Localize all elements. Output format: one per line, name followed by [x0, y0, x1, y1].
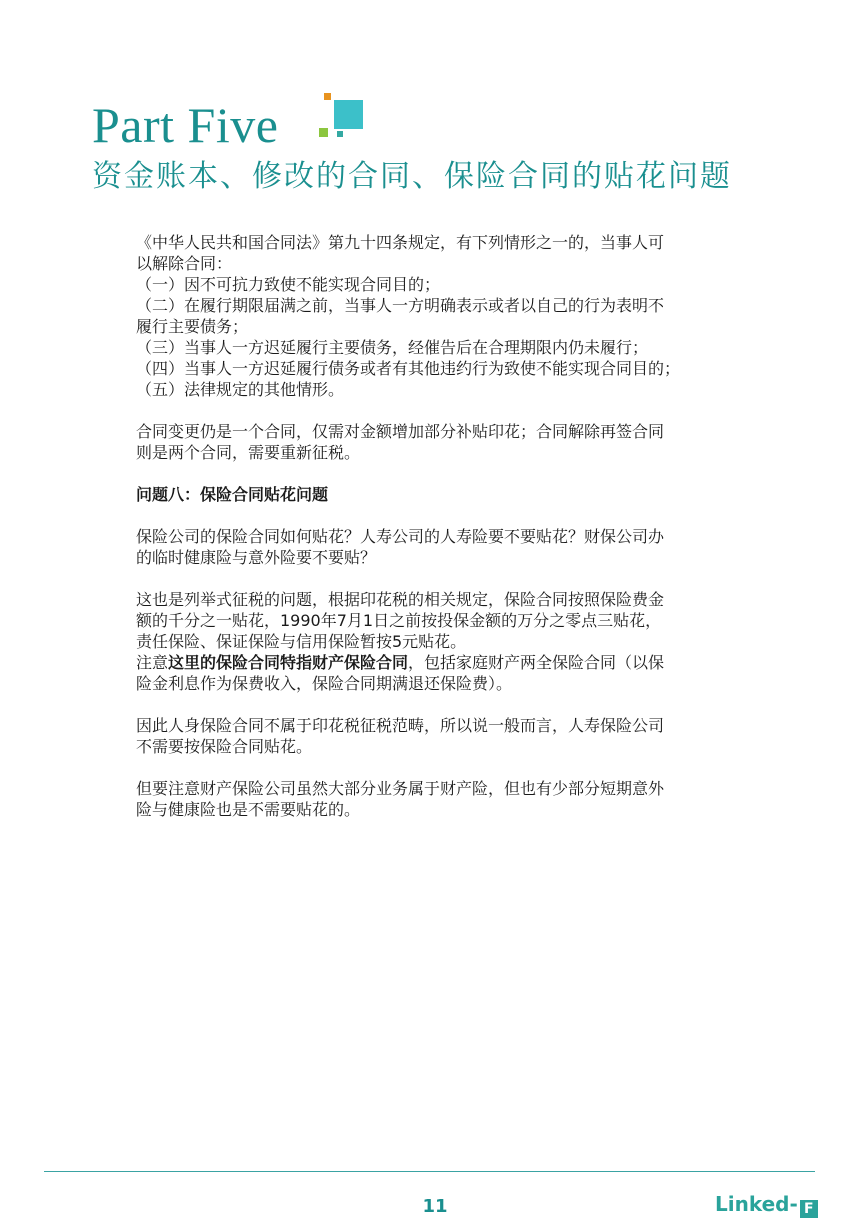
text-line: 险与健康险也是不需要贴花的。	[136, 800, 361, 819]
note-emphasis: 这里的保险合同特指财产保险合同	[168, 653, 409, 672]
answer-paragraph	[136, 589, 726, 694]
page-number: 11	[422, 1196, 448, 1217]
text-line: 责任保险、保证保险与信用保险暂按5元贴花。	[136, 632, 467, 651]
text-line: 的临时健康险与意外险要不要贴？	[136, 548, 377, 567]
list-item: （二）在履行期限届满之前，当事人一方明确表示或者以自己的行为表明不	[136, 296, 665, 315]
decorative-square-green-small	[337, 131, 343, 137]
document-body	[136, 232, 726, 841]
intro-paragraph	[136, 232, 726, 400]
question-heading: 问题八：保险合同贴花问题	[136, 485, 329, 504]
question-paragraph	[136, 526, 726, 568]
section-subtitle: 资金账本、修改的合同、保险合同的贴花问题	[92, 159, 732, 194]
list-item: （三）当事人一方迟延履行主要债务，经催告后在合理期限内仍未履行；	[136, 338, 649, 357]
note-prefix: 注意	[136, 653, 169, 672]
list-item-continuation: 履行主要债务；	[136, 317, 249, 336]
text-line: 这也是列举式征税的问题，根据印花税的相关规定，保险合同按照保险费金	[136, 590, 665, 609]
note-rest: ，包括家庭财产两全保险合同（以保	[408, 653, 665, 672]
text-line: 险金利息作为保费收入，保险合同期满退还保险费）。	[136, 674, 513, 693]
text-line: 但要注意财产保险公司虽然大部分业务属于财产险，但也有少部分短期意外	[136, 779, 665, 798]
list-item: （一）因不可抗力致使不能实现合同目的；	[136, 275, 441, 294]
text-line: 不需要按保险合同贴花。	[136, 737, 313, 756]
text-line: 则是两个合同，需要重新征税。	[136, 443, 361, 462]
question-heading-paragraph	[136, 484, 726, 505]
brand-logo	[715, 1192, 818, 1218]
list-item: （五）法律规定的其他情形。	[136, 380, 345, 399]
text-line: 额的千分之一贴花，1990年7月1日之前按投保金额的万分之零点三贴花，	[136, 611, 662, 630]
contract-change-paragraph	[136, 421, 726, 463]
decorative-square-orange	[324, 93, 331, 100]
life-insurance-paragraph	[136, 715, 726, 757]
text-line: 因此人身保险合同不属于印花税征税范畴，所以说一般而言，人寿保险公司	[136, 716, 665, 735]
note-line	[136, 652, 726, 673]
text-line: 《中华人民共和国合同法》第九十四条规定，有下列情形之一的，当事人可	[136, 233, 665, 252]
property-insurance-paragraph	[136, 778, 726, 820]
decorative-square-green	[319, 128, 328, 137]
text-line: 保险公司的保险合同如何贴花？人寿公司的人寿险要不要贴花？财保公司办	[136, 527, 665, 546]
list-item: （四）当事人一方迟延履行债务或者有其他违约行为致使不能实现合同目的；	[136, 359, 681, 378]
text-line: 合同变更仍是一个合同，仅需对金额增加部分补贴印花；合同解除再签合同	[136, 422, 665, 441]
decorative-square-teal	[334, 100, 363, 129]
brand-text: Linked-	[715, 1192, 798, 1216]
text-line: 以解除合同：	[136, 254, 233, 273]
footer-divider	[44, 1171, 815, 1172]
part-title: Part Five	[92, 97, 279, 153]
brand-mark: F	[800, 1200, 818, 1218]
